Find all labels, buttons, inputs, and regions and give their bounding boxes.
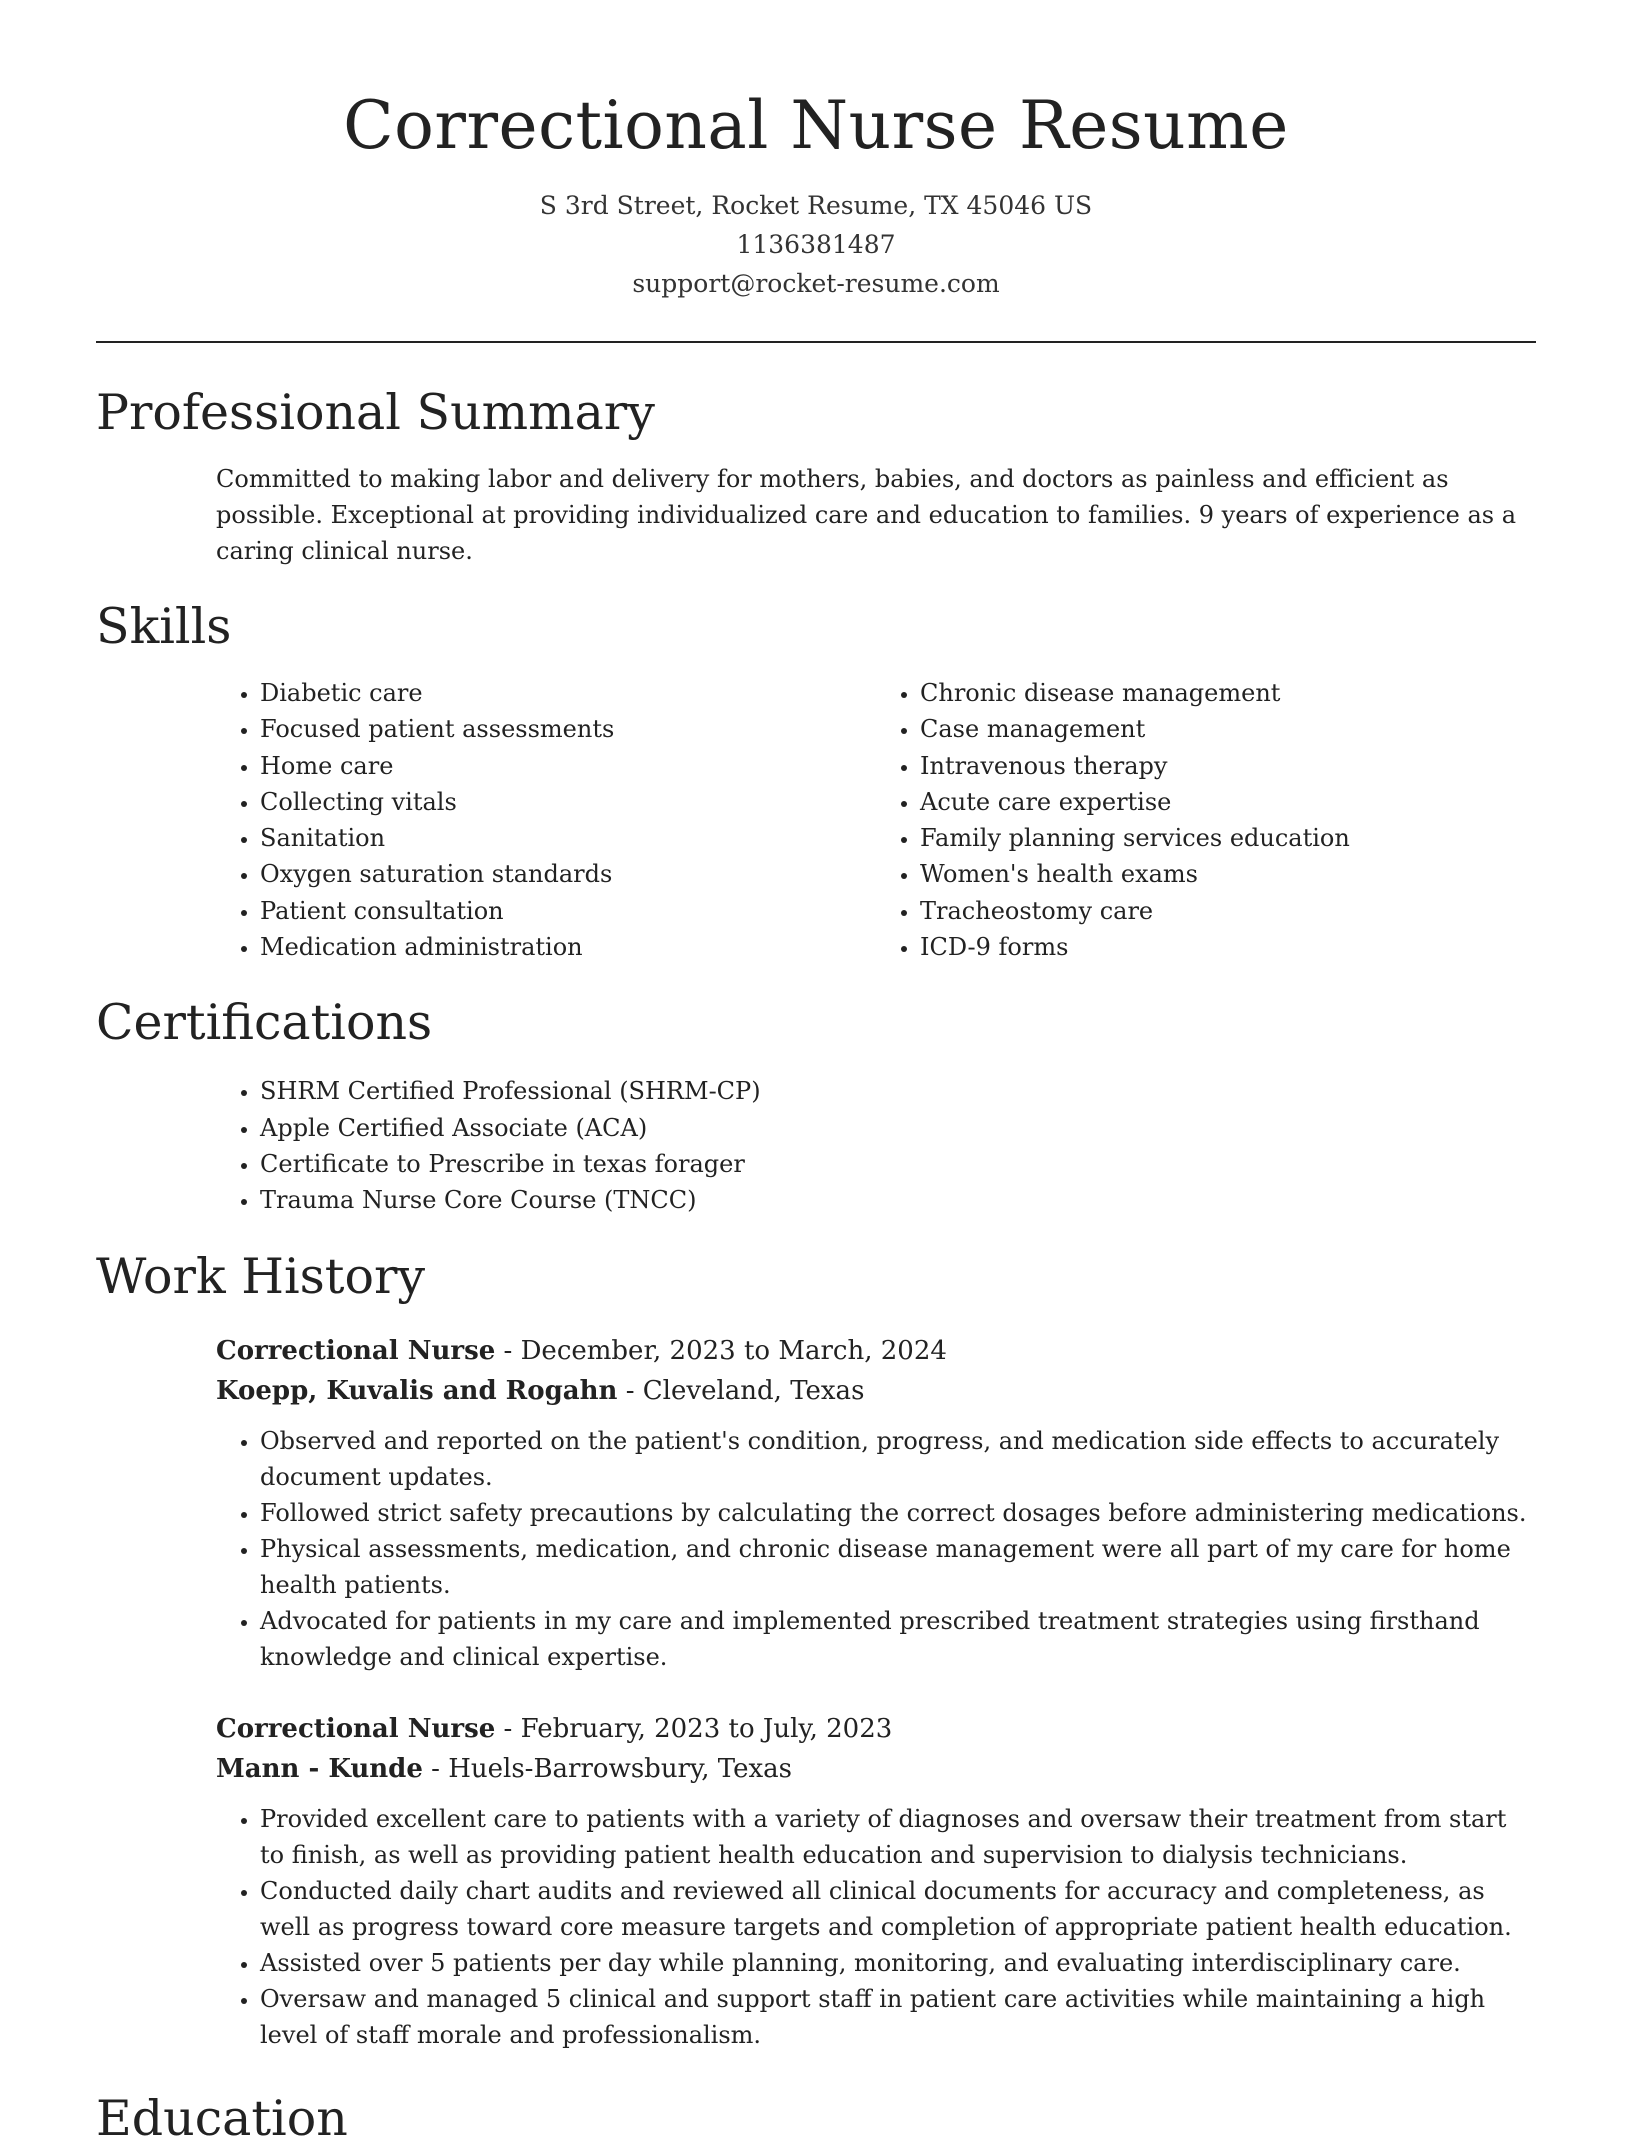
job-title-line	[216, 1331, 1536, 1371]
skill-item: • Patient consultation	[260, 893, 876, 929]
summary-heading: Professional Summary	[96, 384, 655, 441]
job-company-line	[216, 1749, 1536, 1789]
skill-item: • Case management	[920, 711, 1536, 747]
job-company-line	[216, 1371, 1536, 1411]
skill-item: • Sanitation	[260, 820, 876, 856]
skills-heading: Skills	[96, 598, 232, 655]
job-role: Correctional Nurse	[216, 1713, 496, 1744]
contact-phone: 1136381487	[736, 230, 896, 259]
summary-text: Committed to making labor and delivery for mothers, babies, and doctors as painless and efficient as possible. Exceptional at providing individualized care and education to families. 9 years of experience as a caring clinical nurse.	[216, 465, 1517, 565]
work-history-heading: Work History	[96, 1247, 426, 1305]
certification-item: • Trauma Nurse Core Course (TNCC)	[260, 1182, 1536, 1218]
header-divider	[96, 341, 1536, 343]
skill-item: • Acute care expertise	[920, 784, 1536, 820]
skills-right-list	[876, 675, 1536, 965]
skill-item: • Medication administration	[260, 929, 876, 965]
job-location: - Huels-Barrowsbury, Texas	[422, 1753, 792, 1784]
job-bullet: • Physical assessments, medication, and chronic disease management were all part of my care for home health patients.	[260, 1531, 1536, 1603]
job-role: Correctional Nurse	[216, 1335, 496, 1366]
skill-item: • Family planning services education	[920, 820, 1536, 856]
resume-title: Correctional Nurse Resume	[343, 87, 1289, 164]
resume-page	[96, 0, 1536, 2149]
job-bullet: • Observed and reported on the patient's condition, progress, and medication side effects to accurately document updates.	[260, 1423, 1536, 1495]
contact-block	[96, 186, 1536, 303]
certifications-heading: Certifications	[96, 994, 433, 1052]
skill-item: • Home care	[260, 748, 876, 784]
job-entry	[216, 1709, 1536, 2053]
skill-item: • Chronic disease management	[920, 675, 1536, 711]
job-dates: - February, 2023 to July, 2023	[495, 1713, 893, 1744]
skill-item: • Collecting vitals	[260, 784, 876, 820]
certification-item: • Certificate to Prescribe in texas forager	[260, 1146, 1536, 1182]
job-location: - Cleveland, Texas	[617, 1375, 865, 1406]
skills-grid	[216, 675, 1536, 965]
job-entry	[216, 1331, 1536, 1675]
contact-email: support@rocket-resume.com	[632, 269, 1000, 298]
job-bullet: • Oversaw and managed 5 clinical and support staff in patient care activities while maintaining a high level of staff morale and professionalism.	[260, 1981, 1536, 2053]
skill-item: • Intravenous therapy	[920, 748, 1536, 784]
skill-item: • Diabetic care	[260, 675, 876, 711]
job-title-line	[216, 1709, 1536, 1749]
job-bullet: • Conducted daily chart audits and reviewed all clinical documents for accuracy and completeness, as well as progress toward core measure targets and completion of appropriate patient health education.	[260, 1873, 1536, 1945]
certifications-list	[216, 1073, 1536, 1218]
skill-item: • Women's health exams	[920, 856, 1536, 892]
certification-item: • SHRM Certified Professional (SHRM-CP)	[260, 1073, 1536, 1109]
job-bullet-list	[216, 1801, 1536, 2053]
skill-item: • Focused patient assessments	[260, 711, 876, 747]
job-bullet: • Advocated for patients in my care and implemented prescribed treatment strategies using firsthand knowledge and clinical expertise.	[260, 1603, 1536, 1675]
certification-item: • Apple Certified Associate (ACA)	[260, 1110, 1536, 1146]
job-company: Mann - Kunde	[216, 1753, 423, 1784]
job-bullet: • Followed strict safety precautions by calculating the correct dosages before administering medications.	[260, 1495, 1536, 1531]
contact-address: S 3rd Street, Rocket Resume, TX 45046 US	[539, 191, 1093, 220]
skill-item: • Oxygen saturation standards	[260, 856, 876, 892]
job-bullet-list	[216, 1423, 1536, 1675]
job-bullet: • Assisted over 5 patients per day while planning, monitoring, and evaluating interdisciplinary care.	[260, 1945, 1536, 1981]
skill-item: • Tracheostomy care	[920, 893, 1536, 929]
skill-item: • ICD-9 forms	[920, 929, 1536, 965]
education-heading: Education	[96, 2089, 348, 2147]
job-dates: - December, 2023 to March, 2024	[495, 1335, 947, 1366]
job-company: Koepp, Kuvalis and Rogahn	[216, 1375, 618, 1406]
resume-header	[96, 0, 1536, 303]
skills-left-list	[216, 675, 876, 965]
job-bullet: • Provided excellent care to patients with a variety of diagnoses and oversaw their treatment from start to finish, as well as providing patient health education and supervision to dialysis technicians.	[260, 1801, 1536, 1873]
